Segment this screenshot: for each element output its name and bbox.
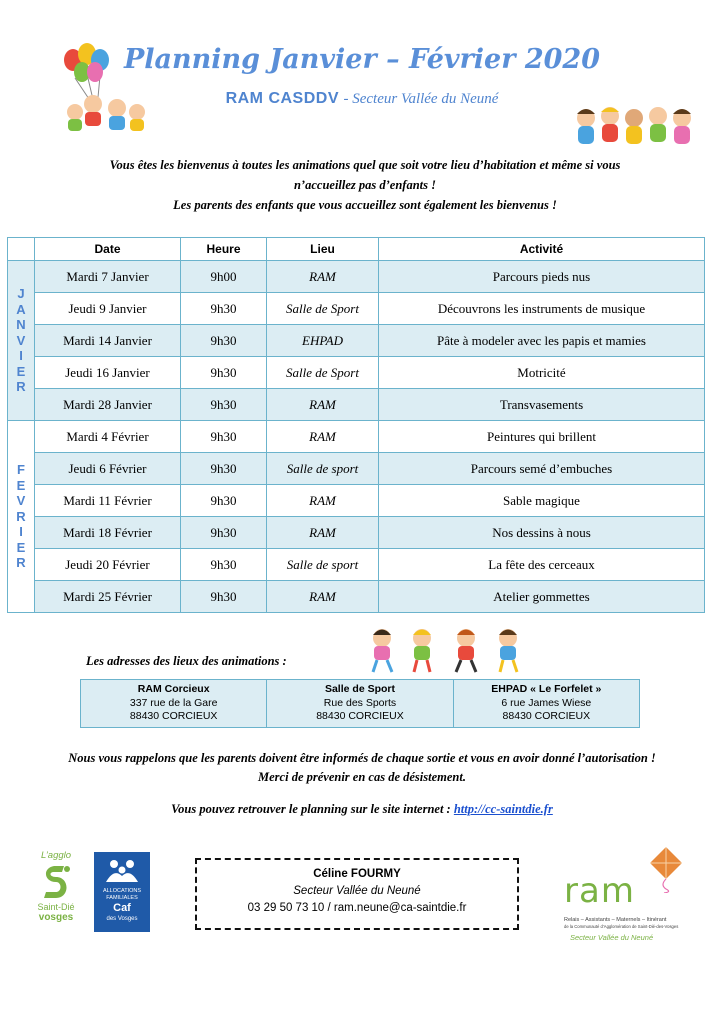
header-heure: Heure [181, 238, 267, 261]
table-row [8, 389, 705, 421]
cell-heure: 9h30 [181, 389, 267, 421]
month-label-janvier: J A N V I E R [8, 261, 35, 421]
header-date: Date [35, 238, 181, 261]
intro-line-3: Les parents des enfants que vous accueillez sont également les bienvenus ! [173, 198, 557, 212]
cell-date: Mardi 4 Février [35, 421, 181, 453]
address-name: Salle de Sport [324, 683, 395, 695]
table-row [8, 357, 705, 389]
header-lieu: Lieu [267, 238, 379, 261]
table-row [8, 421, 705, 453]
address-line: 6 rue James Wiese [501, 696, 592, 709]
cell-heure: 9h30 [181, 421, 267, 453]
address-name: RAM Corcieux [137, 683, 210, 695]
cell-heure: 9h00 [181, 261, 267, 293]
address-name: EHPAD « Le Forfelet » [491, 683, 602, 695]
cell-lieu: RAM [267, 389, 379, 421]
cell-activite: Peintures qui brillent [379, 421, 705, 453]
caf-logo-sub: des Vosges [106, 916, 138, 922]
month-label-fevrier: F E V R I E R [8, 421, 35, 613]
ram-logo-word: ram [564, 871, 635, 911]
address-line: 337 rue de la Gare [129, 696, 218, 709]
reminder-line-2: Merci de prévenir en cas de désistement. [258, 770, 466, 784]
address-city: 88430 CORCIEUX [129, 710, 218, 722]
addresses-title: Les adresses des lieux des animations : [86, 654, 287, 668]
cell-heure: 9h30 [181, 485, 267, 517]
caf-family-icon [102, 858, 142, 884]
cell-date: Jeudi 6 Février [35, 453, 181, 485]
cell-date: Mardi 28 Janvier [35, 389, 181, 421]
address-cell-ehpad [453, 680, 639, 728]
cell-heure: 9h30 [181, 293, 267, 325]
cell-lieu: RAM [267, 485, 379, 517]
agglo-logo-city: Saint-Dié [37, 902, 75, 912]
addresses-table [80, 679, 640, 728]
cell-lieu: Salle de Sport [267, 293, 379, 325]
cell-date: Mardi 18 Février [35, 517, 181, 549]
website-link[interactable]: http://cc-saintdie.fr [453, 802, 553, 816]
address-city: 88430 CORCIEUX [316, 710, 404, 722]
page-title: Planning Janvier – Février 2020 [123, 44, 601, 75]
cell-activite: Transvasements [379, 389, 705, 421]
cell-date: Jeudi 9 Janvier [35, 293, 181, 325]
cell-date: Jeudi 16 Janvier [35, 357, 181, 389]
intro-line-2: n’accueillez pas d’enfants ! [293, 178, 436, 192]
cell-date: Jeudi 20 Février [35, 549, 181, 581]
ram-logo-line2: de la Communauté d’Agglomération de Saint-Dié-des-Vosges [564, 924, 679, 929]
cell-activite: Atelier gommettes [379, 581, 705, 613]
header-activite: Activité [379, 238, 705, 261]
dancing-children-illustration [364, 626, 530, 674]
table-row [8, 453, 705, 485]
cell-date: Mardi 25 Février [35, 581, 181, 613]
table-row [8, 261, 705, 293]
kite-icon [646, 845, 686, 893]
planning-table [7, 237, 705, 613]
agglo-logo [28, 850, 84, 923]
address-cell-ram [81, 680, 267, 728]
contact-name: Céline FOURMY [313, 868, 401, 880]
table-row [8, 293, 705, 325]
subtitle-ram: RAM CASDDV [225, 90, 340, 107]
table-row [8, 581, 705, 613]
address-line: Rue des Sports [323, 696, 397, 709]
addresses-row [81, 680, 640, 728]
website-line [0, 802, 724, 817]
agglo-logo-top: L’agglo [40, 850, 72, 861]
cell-lieu: EHPAD [267, 325, 379, 357]
cell-date: Mardi 11 Février [35, 485, 181, 517]
cell-heure: 9h30 [181, 357, 267, 389]
children-row-illustration [574, 104, 706, 150]
address-cell-salle [267, 680, 453, 728]
cell-heure: 9h30 [181, 581, 267, 613]
cell-activite: Sable magique [379, 485, 705, 517]
table-header-row [8, 238, 705, 261]
ram-logo [560, 845, 690, 949]
agglo-sd-mark-icon [34, 862, 78, 902]
cell-activite: Découvrons les instruments de musique [379, 293, 705, 325]
intro-line-1: Vous êtes les bienvenus à toutes les animations quel que soit votre lieu d’habitation et même si vous [109, 158, 621, 172]
cell-lieu: RAM [267, 421, 379, 453]
subtitle-sector: - Secteur Vallée du Neuné [343, 91, 499, 107]
cell-activite: Pâte à modeler avec les papis et mamies [379, 325, 705, 357]
agglo-logo-region: vosges [38, 912, 74, 923]
caf-logo [94, 852, 150, 932]
cell-heure: 9h30 [181, 453, 267, 485]
cell-heure: 9h30 [181, 325, 267, 357]
page-subtitle [0, 90, 724, 108]
website-text: Vous pouvez retrouver le planning sur le site internet : [171, 802, 454, 816]
reminder-line-1: Nous vous rappelons que les parents doivent être informés de chaque sortie et vous en avoir donné l’autorisation ! [68, 751, 656, 765]
cell-lieu: Salle de Sport [267, 357, 379, 389]
contact-sector: Secteur Vallée du Neuné [293, 885, 421, 897]
ram-logo-sector: Secteur Vallée du Neuné [570, 933, 654, 942]
cell-date: Mardi 14 Janvier [35, 325, 181, 357]
table-row [8, 485, 705, 517]
contact-details: 03 29 50 73 10 / ram.neune@ca-saintdie.fr [247, 902, 467, 914]
cell-lieu: Salle de sport [267, 453, 379, 485]
cell-lieu: RAM [267, 261, 379, 293]
cell-activite: La fête des cerceaux [379, 549, 705, 581]
cell-lieu: Salle de sport [267, 549, 379, 581]
address-city: 88430 CORCIEUX [502, 710, 591, 722]
cell-heure: 9h30 [181, 549, 267, 581]
cell-activite: Parcours pieds nus [379, 261, 705, 293]
cell-date: Mardi 7 Janvier [35, 261, 181, 293]
table-row [8, 517, 705, 549]
caf-logo-name: Caf [113, 902, 131, 914]
ram-logo-line: Relais – Assistants – Maternels – Itinérant [564, 917, 667, 923]
caf-logo-top: ALLOCATIONS FAMILIALES [102, 888, 142, 901]
cell-activite: Parcours semé d’embuches [379, 453, 705, 485]
contact-box [195, 858, 519, 930]
month-header-cell [8, 238, 35, 261]
table-row [8, 325, 705, 357]
cell-lieu: RAM [267, 581, 379, 613]
cell-activite: Nos dessins à nous [379, 517, 705, 549]
cell-lieu: RAM [267, 517, 379, 549]
cell-activite: Motricité [379, 357, 705, 389]
table-row [8, 549, 705, 581]
cell-heure: 9h30 [181, 517, 267, 549]
